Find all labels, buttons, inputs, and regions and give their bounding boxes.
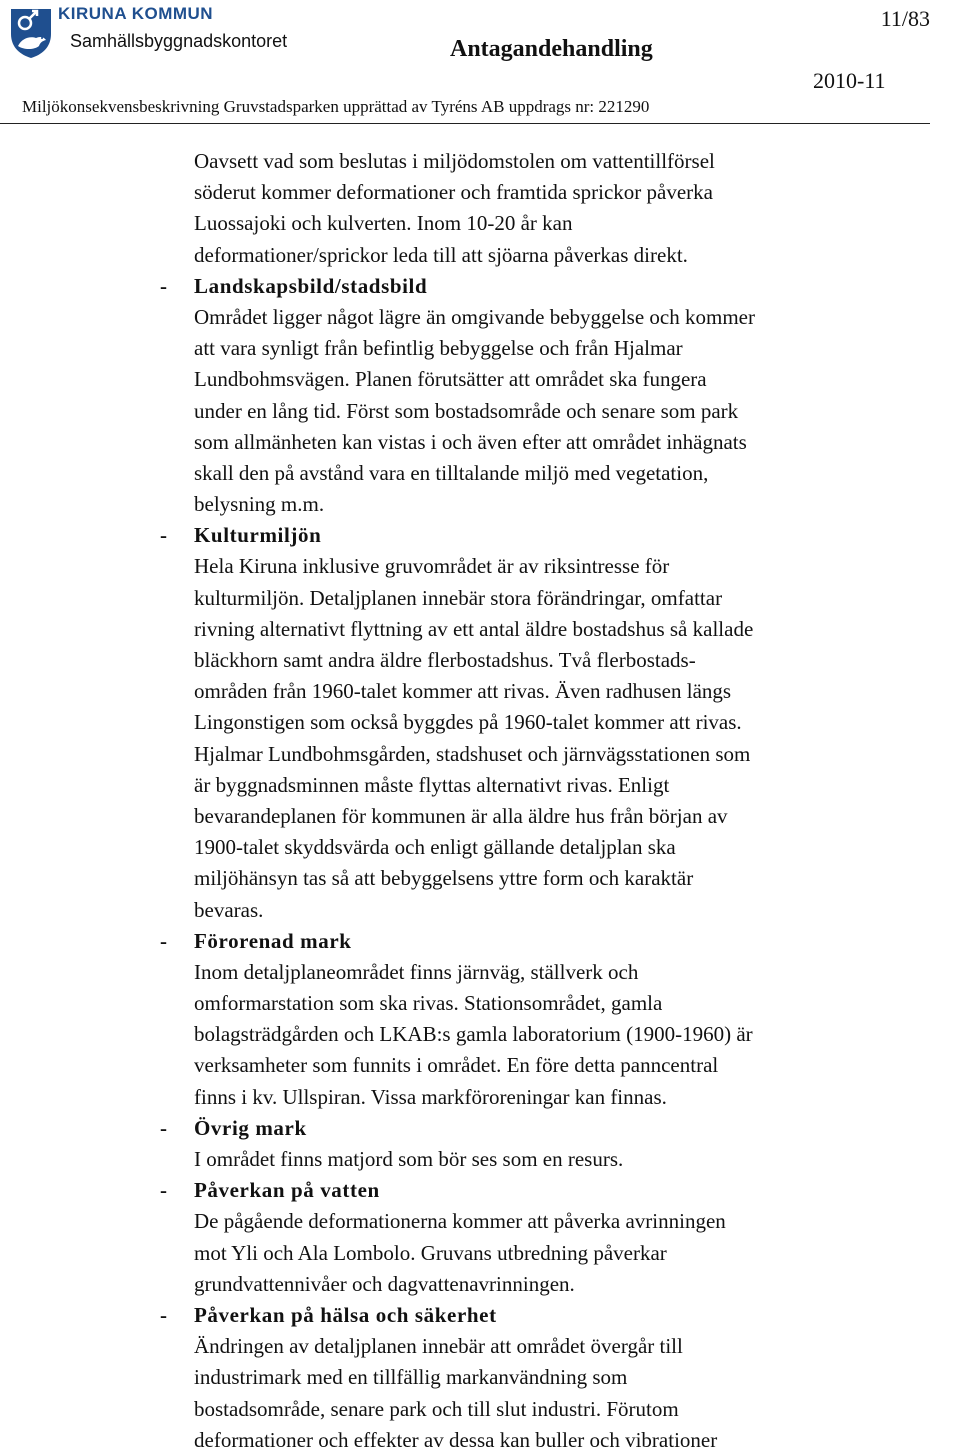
text-line: bostadsområde, senare park och till slut industri. Förutom (194, 1396, 679, 1421)
text-line: Lundbohmsvägen. Planen förutsätter att området ska fungera (194, 367, 707, 392)
section-heading-line (0, 1300, 960, 1331)
section-heading-line (0, 926, 960, 957)
department-name: Samhällsbyggnadskontoret (70, 31, 288, 51)
section-heading: Landskapsbild/stadsbild (194, 273, 428, 298)
text-line: miljöhänsyn tas så att bebyggelsens yttre form och karaktär (194, 866, 694, 891)
section-heading: Förorenad mark (194, 928, 352, 953)
section-paverkan-vatten (0, 1175, 960, 1300)
list-dash: - (160, 928, 168, 953)
section-heading-line (0, 1113, 960, 1144)
list-dash: - (160, 1178, 168, 1203)
list-dash: - (160, 1302, 168, 1327)
text-line: belysning m.m. (194, 492, 325, 517)
text-line: industrimark med en tillfällig markanvändning som (194, 1365, 628, 1390)
text-line: Området ligger något lägre än omgivande bebyggelse och kommer (194, 304, 755, 329)
document-subtitle: Miljökonsekvensbeskrivning Gruvstadsparken upprättad av Tyréns AB uppdrags nr: 221290 (22, 97, 650, 116)
document-body (0, 146, 960, 1456)
page-number: 11/83 (880, 6, 930, 31)
text-line: grundvattennivåer och dagvattenavrinningen. (194, 1271, 575, 1296)
text-line: bolagsträdgården och LKAB:s gamla laboratorium (1900-1960) är (194, 1022, 753, 1047)
page-header (0, 0, 960, 128)
list-dash: - (160, 273, 168, 298)
text-line: 1900-talet skyddsvärda och enligt gällande detaljplan ska (194, 835, 676, 860)
document-status-title: Antagandehandling (450, 36, 653, 62)
section-heading: Kulturmiljön (194, 523, 322, 548)
text-line: skall den på avstånd vara en tilltalande miljö med vegetation, (194, 460, 709, 485)
text-line: rivning alternativt flyttning av ett antal äldre bostadshus så kallade (194, 616, 754, 641)
text-line: kulturmiljön. Detaljplanen innebär stora förändringar, omfattar (194, 585, 723, 610)
document-date: 2010-11 (813, 68, 886, 93)
text-line: Inom detaljplaneområdet finns järnväg, ställverk och (194, 959, 639, 984)
section-heading: Påverkan på hälsa och säkerhet (194, 1302, 497, 1327)
list-dash: - (160, 523, 168, 548)
text-line: omformarstation som ska rivas. Stationsområdet, gamla (194, 991, 663, 1016)
section-heading: Påverkan på vatten (194, 1178, 380, 1203)
section-paverkan-halsa (0, 1300, 960, 1456)
text-line: Lingonstigen som också byggdes på 1960-talet kommer att rivas. (194, 710, 742, 735)
header-divider (0, 123, 930, 124)
list-dash: - (160, 1115, 168, 1140)
text-line: mot Yli och Ala Lombolo. Gruvans utbredning påverkar (194, 1240, 667, 1265)
text-line: I området finns matjord som bör ses som en resurs. (194, 1147, 624, 1171)
text-line: De pågående deformationerna kommer att påverka avrinningen (194, 1209, 726, 1234)
intro-paragraph (0, 146, 960, 271)
section-kulturmiljon (0, 520, 960, 925)
section-heading-line (0, 271, 960, 302)
text-line: Ändringen av detaljplanen innebär att området övergår till (194, 1334, 683, 1359)
text-line: att vara synligt från befintlig bebyggelse och från Hjalmar (194, 336, 683, 361)
text-line: söderut kommer deformationer och framtida sprickor påverka (194, 180, 713, 205)
text-line: Luossajoki och kulverten. Inom 10-20 år kan (194, 211, 573, 236)
organization-name: KIRUNA KOMMUN (58, 4, 214, 23)
text-line: deformationer och effekter av dessa kan buller och vibrationer (194, 1427, 718, 1452)
text-line: finns i kv. Ullspiran. Vissa markföroreningar kan finnas. (194, 1084, 667, 1109)
text-line: Hela Kiruna inklusive gruvområdet är av riksintresse för (194, 554, 670, 579)
text-line: Hjalmar Lundbohmsgården, stadshuset och järnvägsstationen som (194, 741, 751, 766)
text-line: verksamheter som funnits i området. En före detta panncentral (194, 1053, 719, 1078)
text-line: deformationer/sprickor leda till att sjöarna påverkas direkt. (194, 242, 688, 267)
section-landskapsbild (0, 271, 960, 521)
section-fororenad-mark (0, 926, 960, 1113)
text-line: som allmänheten kan vistas i och även efter att området inhägnats (194, 429, 747, 454)
section-heading-line (0, 1175, 960, 1206)
text-line: bevarandeplanen för kommunen är alla äldre hus från början av (194, 803, 728, 828)
text-line: Oavsett vad som beslutas i miljödomstolen om vattentillförsel (194, 149, 715, 173)
section-ovrig-mark (0, 1113, 960, 1175)
text-line: är byggnadsminnen måste flyttas alternativt rivas. Enligt (194, 772, 670, 797)
text-line: bläckhorn samt andra äldre flerbostadshus. Två flerbostads- (194, 648, 696, 672)
section-heading-line (0, 520, 960, 551)
text-line: under en lång tid. Först som bostadsområde och senare som park (194, 398, 739, 423)
kiruna-coat-of-arms-icon (8, 6, 54, 60)
section-heading: Övrig mark (194, 1115, 307, 1140)
text-line: områden från 1960-talet kommer att rivas. Även radhusen längs (194, 679, 732, 704)
text-line: bevaras. (194, 897, 264, 922)
